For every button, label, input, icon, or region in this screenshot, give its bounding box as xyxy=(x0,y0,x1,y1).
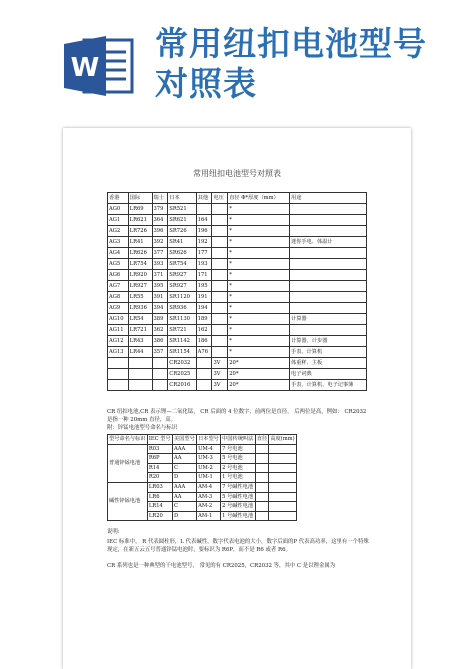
table-cell: * xyxy=(228,303,290,314)
table-cell: 2 号电池 xyxy=(221,463,256,473)
table-cell xyxy=(290,259,367,270)
table-cell: 瑞士 xyxy=(152,193,168,204)
table-cell: AG10 xyxy=(108,314,129,325)
table-cell: 395 xyxy=(152,281,168,292)
table-cell: * xyxy=(228,259,290,270)
table-cell xyxy=(290,270,367,281)
table-cell: AM-4 xyxy=(197,482,221,492)
table-cell xyxy=(128,369,152,380)
table-cell: 186 xyxy=(196,336,212,347)
table-cell: 5 号碱性电池 xyxy=(221,492,256,502)
table-cell xyxy=(108,358,129,369)
table-cell: D xyxy=(173,511,197,521)
table-cell: 3V xyxy=(212,369,228,380)
table-row xyxy=(108,314,367,325)
table-header-row xyxy=(108,435,297,445)
table-cell: 20* xyxy=(228,358,290,369)
table-cell: 3V xyxy=(212,358,228,369)
table-cell: LR44 xyxy=(128,347,152,358)
table-cell: 191 xyxy=(196,292,212,303)
table-cell: 国际 xyxy=(128,193,152,204)
table-cell: AG2 xyxy=(108,226,129,237)
table-cell: LR20 xyxy=(147,511,172,521)
table-cell xyxy=(212,281,228,292)
table-cell: 3V xyxy=(212,380,228,391)
table-cell: 379 xyxy=(152,204,168,215)
table-cell: * xyxy=(228,204,290,215)
note-appendix: 附：锌锰电池型号命名与标识 xyxy=(107,425,178,431)
table-cell xyxy=(255,492,269,502)
table-cell: 7 号碱性电池 xyxy=(221,482,256,492)
table-cell xyxy=(212,303,228,314)
note-cr: CR 纽扣电池,CR 表示锂—二氧化锰， CR 后面的 4 位数字，前两位是直径， 后两位是高，例如： CR2032 是指一种 20mm 直径，高。 xyxy=(107,409,367,423)
table-cell: * xyxy=(228,292,290,303)
table-cell: 美国型号 xyxy=(173,435,197,445)
table-cell: 手表、计算机 xyxy=(290,347,367,358)
table-cell: LR6 xyxy=(147,492,172,502)
table-cell: SR936 xyxy=(168,303,196,314)
table-cell: SR41 xyxy=(168,237,196,248)
table-cell: SR626 xyxy=(168,248,196,259)
table-row xyxy=(108,358,367,369)
table-cell: * xyxy=(228,215,290,226)
table-cell xyxy=(212,237,228,248)
table-cell xyxy=(212,336,228,347)
table-cell xyxy=(269,444,297,454)
table-cell xyxy=(290,248,367,259)
table-cell: AG7 xyxy=(108,281,129,292)
table-cell: 162 xyxy=(196,325,212,336)
table-cell xyxy=(212,259,228,270)
table-cell: AA xyxy=(173,454,197,464)
table-cell: AG12 xyxy=(108,336,129,347)
table-cell xyxy=(152,358,168,369)
table-cell xyxy=(196,380,212,391)
table-cell: 1 号碱性电池 xyxy=(221,511,256,521)
table-cell: LR14 xyxy=(147,502,172,512)
table-cell: LR69 xyxy=(128,204,152,215)
table-cell: CR2025 xyxy=(168,369,196,380)
table-row xyxy=(108,347,367,358)
table-cell xyxy=(290,281,367,292)
table-cell: AAA xyxy=(173,444,197,454)
table-cell: 中国传统叫法 xyxy=(221,435,256,445)
table-cell xyxy=(152,369,168,380)
table-header-row xyxy=(108,193,367,204)
table-cell: AA xyxy=(173,492,197,502)
table-cell xyxy=(152,380,168,391)
table-row xyxy=(108,303,367,314)
table-cell: 171 xyxy=(196,270,212,281)
table-cell xyxy=(269,482,297,492)
table-cell: AM-2 xyxy=(197,502,221,512)
table-cell: LR621 xyxy=(128,215,152,226)
table-cell xyxy=(108,369,129,380)
table-cell: SR1154 xyxy=(168,347,196,358)
table-cell xyxy=(212,325,228,336)
table-cell xyxy=(196,369,212,380)
table-cell: LR936 xyxy=(128,303,152,314)
table-cell xyxy=(212,215,228,226)
table-cell xyxy=(212,314,228,325)
table-cell: AG1 xyxy=(108,215,129,226)
table-cell: LR754 xyxy=(128,259,152,270)
banner-title-line2: 对照表 xyxy=(155,64,257,103)
table-cell: * xyxy=(228,237,290,248)
table-cell: * xyxy=(228,314,290,325)
table-cell: 386 xyxy=(152,336,168,347)
table-cell: LR626 xyxy=(128,248,152,259)
table-cell: 迷你手电、体温计 xyxy=(290,237,367,248)
table-cell: SR927 xyxy=(168,270,196,281)
table-cell xyxy=(255,463,269,473)
table-cell: R6P xyxy=(147,454,172,464)
table-cell: 计算器、计步器 xyxy=(290,336,367,347)
table-cell: LR927 xyxy=(128,281,152,292)
battery-table xyxy=(107,192,367,391)
table-cell: AG9 xyxy=(108,303,129,314)
table-cell: 391 xyxy=(152,292,168,303)
table-cell xyxy=(269,463,297,473)
table-cell: C xyxy=(173,463,197,473)
table-cell: AG5 xyxy=(108,259,129,270)
table-cell xyxy=(212,347,228,358)
table-cell: AG13 xyxy=(108,347,129,358)
table-cell: AG3 xyxy=(108,237,129,248)
table-cell xyxy=(269,492,297,502)
table-row xyxy=(108,259,367,270)
table-cell xyxy=(290,204,367,215)
table-cell xyxy=(269,502,297,512)
table-cell xyxy=(269,511,297,521)
table-cell: 普通锌锰电池 xyxy=(108,444,148,482)
table-cell: AM-1 xyxy=(197,511,221,521)
table-cell: SR754 xyxy=(168,259,196,270)
table-cell: 日本型号 xyxy=(197,435,221,445)
table-cell: 体重秤、主板 xyxy=(290,358,367,369)
table-row xyxy=(108,336,367,347)
banner xyxy=(0,0,474,112)
table-cell: 194 xyxy=(196,303,212,314)
table-cell: 手表、计算机、电子记事簿 xyxy=(290,380,367,391)
table-cell: AG6 xyxy=(108,270,129,281)
table-cell: 1 号电池 xyxy=(221,473,256,483)
zinc-manganese-table xyxy=(107,434,297,521)
table-row xyxy=(108,204,367,215)
table-cell: 2 号碱性电池 xyxy=(221,502,256,512)
document-page xyxy=(63,128,411,669)
table-cell: 357 xyxy=(152,347,168,358)
table-cell: * xyxy=(228,325,290,336)
table-cell: 393 xyxy=(152,259,168,270)
table-cell xyxy=(212,292,228,303)
table-cell: 392 xyxy=(152,237,168,248)
table-cell: 20* xyxy=(228,380,290,391)
table-cell xyxy=(212,270,228,281)
table-cell xyxy=(212,248,228,259)
table-cell: SR721 xyxy=(168,325,196,336)
table-cell: SR1142 xyxy=(168,336,196,347)
table-cell: * xyxy=(228,248,290,259)
table-row xyxy=(108,325,367,336)
table-cell: SR726 xyxy=(168,226,196,237)
table-cell: R20 xyxy=(147,473,172,483)
table-cell: 189 xyxy=(196,314,212,325)
table-cell xyxy=(128,380,152,391)
note-cr-series: CR 系列也是一种典型的干电池型号， 常见的有 CR2025，CR2032 等，其中 C 是以锂金属为 xyxy=(107,563,336,569)
table-cell: UM-3 xyxy=(197,454,221,464)
table-row xyxy=(108,237,367,248)
table-cell: CR2032 xyxy=(168,358,196,369)
table-cell: 7 号电池 xyxy=(221,444,256,454)
table-cell xyxy=(255,444,269,454)
table-cell: AG0 xyxy=(108,204,129,215)
table-row xyxy=(108,292,367,303)
table-cell: UM-1 xyxy=(197,473,221,483)
table-cell: 164 xyxy=(196,215,212,226)
table-cell: UM-2 xyxy=(197,463,221,473)
table-row xyxy=(108,369,367,380)
table-cell: * xyxy=(228,270,290,281)
table-cell xyxy=(255,502,269,512)
table-row xyxy=(108,226,367,237)
table-cell: LR43 xyxy=(128,336,152,347)
table-cell: 177 xyxy=(196,248,212,259)
table-row xyxy=(108,380,367,391)
table-cell: SR927 xyxy=(168,281,196,292)
table-cell: 193 xyxy=(196,259,212,270)
table-cell: D xyxy=(173,473,197,483)
note-label: 说明: xyxy=(107,529,120,535)
table-cell: LR726 xyxy=(128,226,152,237)
table-cell: 用途 xyxy=(290,193,367,204)
table-cell: 碱性锌锰电池 xyxy=(108,482,148,520)
banner-title xyxy=(155,24,427,104)
table-cell: SR621 xyxy=(168,215,196,226)
table-cell xyxy=(255,511,269,521)
table-cell xyxy=(269,454,297,464)
table-cell: SR1130 xyxy=(168,314,196,325)
table-cell: 371 xyxy=(152,270,168,281)
table-row xyxy=(108,270,367,281)
table-cell: 195 xyxy=(196,281,212,292)
table-cell: 192 xyxy=(196,237,212,248)
table-cell: 396 xyxy=(152,226,168,237)
table-cell xyxy=(255,454,269,464)
logo-letter: W xyxy=(70,53,100,83)
table-cell: C xyxy=(173,502,197,512)
table-cell: LR920 xyxy=(128,270,152,281)
table-cell: 高度(mm) xyxy=(269,435,297,445)
table-cell: 362 xyxy=(152,325,168,336)
table-cell xyxy=(108,380,129,391)
table-cell: 电子词典 xyxy=(290,369,367,380)
table-cell: AAA xyxy=(173,482,197,492)
table-row xyxy=(108,248,367,259)
document-title: 常用纽扣电池型号对照表 xyxy=(193,169,281,178)
table-cell: * xyxy=(228,226,290,237)
table-cell: A76 xyxy=(196,347,212,358)
table-cell: AG8 xyxy=(108,292,129,303)
word-logo-icon xyxy=(62,34,138,98)
table-cell: LR54 xyxy=(128,314,152,325)
table-cell: AG4 xyxy=(108,248,129,259)
table-cell: 直径 xyxy=(255,435,269,445)
table-cell xyxy=(212,226,228,237)
table-cell xyxy=(290,303,367,314)
table-row xyxy=(108,444,297,454)
table-cell xyxy=(269,473,297,483)
table-cell: AM-3 xyxy=(197,492,221,502)
table-cell: 计算器 xyxy=(290,314,367,325)
table-row xyxy=(108,215,367,226)
table-cell: 20* xyxy=(228,369,290,380)
table-cell xyxy=(196,204,212,215)
table-cell: 377 xyxy=(152,248,168,259)
table-cell: SR521 xyxy=(168,204,196,215)
table-cell xyxy=(290,226,367,237)
table-cell: LR03 xyxy=(147,482,172,492)
table-cell: LR55 xyxy=(128,292,152,303)
table-row xyxy=(108,482,297,492)
table-cell xyxy=(255,482,269,492)
table-cell xyxy=(212,204,228,215)
table-cell xyxy=(290,292,367,303)
table-cell: LR721 xyxy=(128,325,152,336)
table-cell: 5 号电池 xyxy=(221,454,256,464)
table-cell: 电压 xyxy=(212,193,228,204)
table-cell: 其他 xyxy=(196,193,212,204)
table-cell: IEC 型号 xyxy=(147,435,172,445)
table-cell: LR41 xyxy=(128,237,152,248)
table-cell: 型号命名与标识 xyxy=(108,435,148,445)
table-cell: * xyxy=(228,347,290,358)
table-cell: 香港 xyxy=(108,193,129,204)
table-cell: AG11 xyxy=(108,325,129,336)
table-cell: 196 xyxy=(196,226,212,237)
table-cell: 389 xyxy=(152,314,168,325)
table-cell: 直径 Φ*厚度（mm） xyxy=(228,193,290,204)
banner-title-line1: 常用纽扣电池型号 xyxy=(155,24,427,63)
table-cell: * xyxy=(228,336,290,347)
table-cell: SR1120 xyxy=(168,292,196,303)
table-cell: R03 xyxy=(147,444,172,454)
note-iec: IEC 标准中， R 代表圆柱形，L 代表碱性，数字代表电池的大小，数字后面的P 代表高功率，这里有一个特殊现定，在新五云五号普通锌锰电池时，要标识为 R6P，而不是 R6 或者 R6。 xyxy=(107,539,369,553)
table-cell: 364 xyxy=(152,215,168,226)
table-cell: * xyxy=(228,281,290,292)
table-cell xyxy=(255,473,269,483)
table-cell: 394 xyxy=(152,303,168,314)
table-cell: CR2016 xyxy=(168,380,196,391)
table-cell xyxy=(290,215,367,226)
table-cell: UM-4 xyxy=(197,444,221,454)
table-cell: 日本 xyxy=(168,193,196,204)
table-cell xyxy=(128,358,152,369)
table-cell xyxy=(290,325,367,336)
table-row xyxy=(108,281,367,292)
table-cell: R14 xyxy=(147,463,172,473)
table-cell xyxy=(196,358,212,369)
